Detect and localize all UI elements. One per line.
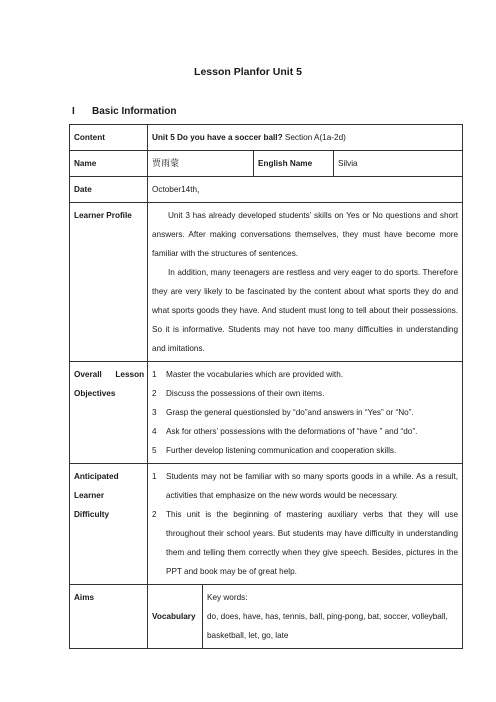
date-row — [70, 177, 463, 203]
keywords-cell — [203, 585, 463, 649]
vocabulary-label: Vocabulary — [148, 585, 203, 649]
list-item: 2 This unit is the beginning of mastering auxiliary verbs that they will use throughout their school years. But students may have difficulty in understanding them and telling them correctly when they give speech. Besides, pictures in the PPT and book may be of great help. — [152, 510, 459, 576]
learner-profile-paragraph: Unit 3 has already developed students’ skills on Yes or No questions and short answers. After making conversations themselves, they must have become more familiar with the structures of sentences. — [152, 211, 459, 258]
objectives-label-line: Overall Lesson — [74, 370, 145, 379]
difficulty-row — [70, 464, 463, 585]
aims-row — [70, 585, 463, 649]
difficulty-label-line: Difficulty — [74, 510, 110, 519]
list-item: 5 Further develop listening communication and cooperation skills. — [152, 446, 397, 455]
difficulty-label-line: Learner — [74, 491, 105, 500]
difficulty-label — [70, 464, 148, 585]
objectives-row — [70, 362, 463, 464]
list-item: 1 Master the vocabularies which are provided with. — [152, 370, 344, 379]
unit-section: Section A(1a-2d) — [282, 133, 346, 142]
lesson-plan-table — [69, 124, 463, 649]
objectives-list — [148, 362, 463, 464]
section-title: Basic Information — [92, 106, 177, 117]
list-item: 4 Ask for others’ possessions with the deformations of “have ” and “do”. — [152, 427, 418, 436]
aims-label: Aims — [70, 585, 148, 649]
list-item: 1 Students may not be familiar with so many sports goods in a while. As a result, activities that emphasize on the new words would be necessary. — [152, 472, 459, 500]
keywords-list: do, does, have, has, tennis, ball, ping-pong, bat, soccer, volleyball, basketball, let, go, late — [207, 612, 448, 640]
learner-profile-text — [148, 203, 463, 362]
unit-title: Unit 5 Do you have a soccer ball? — [152, 133, 283, 142]
content-row — [70, 125, 463, 151]
name-row — [70, 151, 463, 177]
objectives-label-line: Objectives — [74, 389, 116, 398]
learner-profile-label: Learner Profile — [70, 203, 148, 362]
difficulty-label-line: Anticipated — [74, 472, 119, 481]
list-item: 2 Discuss the possessions of their own items. — [152, 389, 325, 398]
learner-profile-row — [70, 203, 463, 362]
english-name-label: English Name — [254, 151, 334, 177]
date-label: Date — [70, 177, 148, 203]
section-heading — [72, 106, 176, 117]
name-label: Name — [70, 151, 148, 177]
content-label: Content — [70, 125, 148, 151]
content-value — [148, 125, 463, 151]
difficulty-list — [148, 464, 463, 585]
english-name-value: Silvia — [334, 151, 463, 177]
section-number: I — [72, 106, 75, 117]
date-value: October14th， — [148, 177, 463, 203]
document-title: Lesson Planfor Unit 5 — [194, 66, 302, 78]
keywords-heading: Key words: — [207, 593, 248, 602]
objectives-label — [70, 362, 148, 464]
name-value: 贾雨蒙 — [148, 151, 254, 177]
list-item: 3 Grasp the general questionsled by “do”and answers in “Yes” or “No”. — [152, 408, 414, 417]
learner-profile-paragraph: In addition, many teenagers are restless and very eager to do sports. Therefore they are very likely to be fascinated by the content about what sports they do and what sports goods they have. And student must long to tell about their possessions. So it is informative. Students may not have too many difficulties in understanding and imitations. — [152, 268, 459, 353]
